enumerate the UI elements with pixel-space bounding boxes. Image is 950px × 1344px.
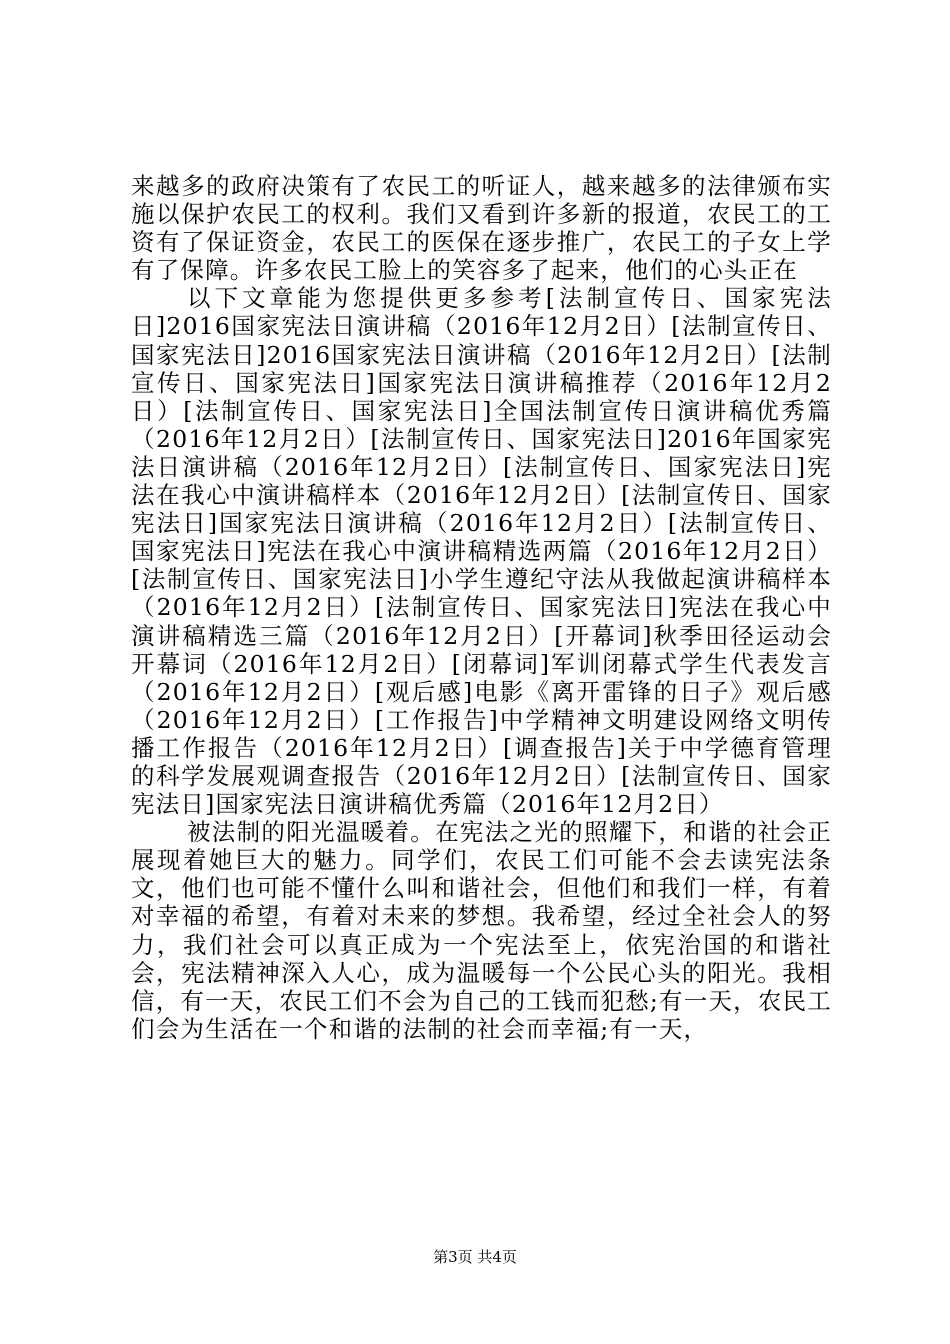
paragraph-body: 被法制的阳光温暖着。在宪法之光的照耀下，和谐的社会正展现着她巨大的魅力。同学们，农民工们可能不会去读宪法条文，他们也可能不懂什么叫和谐社会，但他们和我们一样，有着对幸福的希望，有着对未来的梦想。我希望，经过全社会人的努力，我们社会可以真正成为一个宪法至上，依宪治国的和谐社会，宪法精神深入人心，成为温暖每一个公民心头的阳光。我相信，有一天，农民工们不会为自己的工钱而犯愁;有一天，农民工们会为生活在一个和谐的法制的社会而幸福;有一天， xyxy=(131,818,832,1043)
page-footer: 第3页 共4页 xyxy=(433,1248,517,1266)
paragraph-continuation: 来越多的政府决策有了农民工的听证人，越来越多的法律颁布实施以保护农民工的权利。我们又看到许多新的报道，农民工的工资有了保证资金，农民工的医保在逐步推广，农民工的子女上学有了保障。许多农民工脸上的笑容多了起来，他们的心头正在 xyxy=(131,172,832,285)
paragraph-related-articles: 以下文章能为您提供更多参考[法制宣传日、国家宪法日]2016国家宪法日演讲稿（2016年12月2日）[法制宣传日、国家宪法日]2016国家宪法日演讲稿（2016年12月2日）[法制宣传日、国家宪法日]国家宪法日演讲稿推荐（2016年12月2日）[法制宣传日、国家宪法日]全国法制宣传日演讲稿优秀篇（2016年12月2日）[法制宣传日、国家宪法日]2016年国家宪法日演讲稿（2016年12月2日）[法制宣传日、国家宪法日]宪法在我心中演讲稿样本（2016年12月2日）[法制宣传日、国家宪法日]国家宪法日演讲稿（2016年12月2日）[法制宣传日、国家宪法日]宪法在我心中演讲稿精选两篇（2016年12月2日）[法制宣传日、国家宪法日]小学生遵纪守法从我做起演讲稿样本（2016年12月2日）[法制宣传日、国家宪法日]宪法在我心中演讲稿精选三篇（2016年12月2日）[开幕词]秋季田径运动会开幕词（2016年12月2日）[闭幕词]军训闭幕式学生代表发言（2016年12月2日）[观后感]电影《离开雷锋的日子》观后感（2016年12月2日）[工作报告]中学精神文明建设网络文明传播工作报告（2016年12月2日）[调查报告]关于中学德育管理的科学发展观调查报告（2016年12月2日）[法制宣传日、国家宪法日]国家宪法日演讲稿优秀篇（2016年12月2日） xyxy=(131,284,832,819)
document-body xyxy=(131,172,832,1043)
